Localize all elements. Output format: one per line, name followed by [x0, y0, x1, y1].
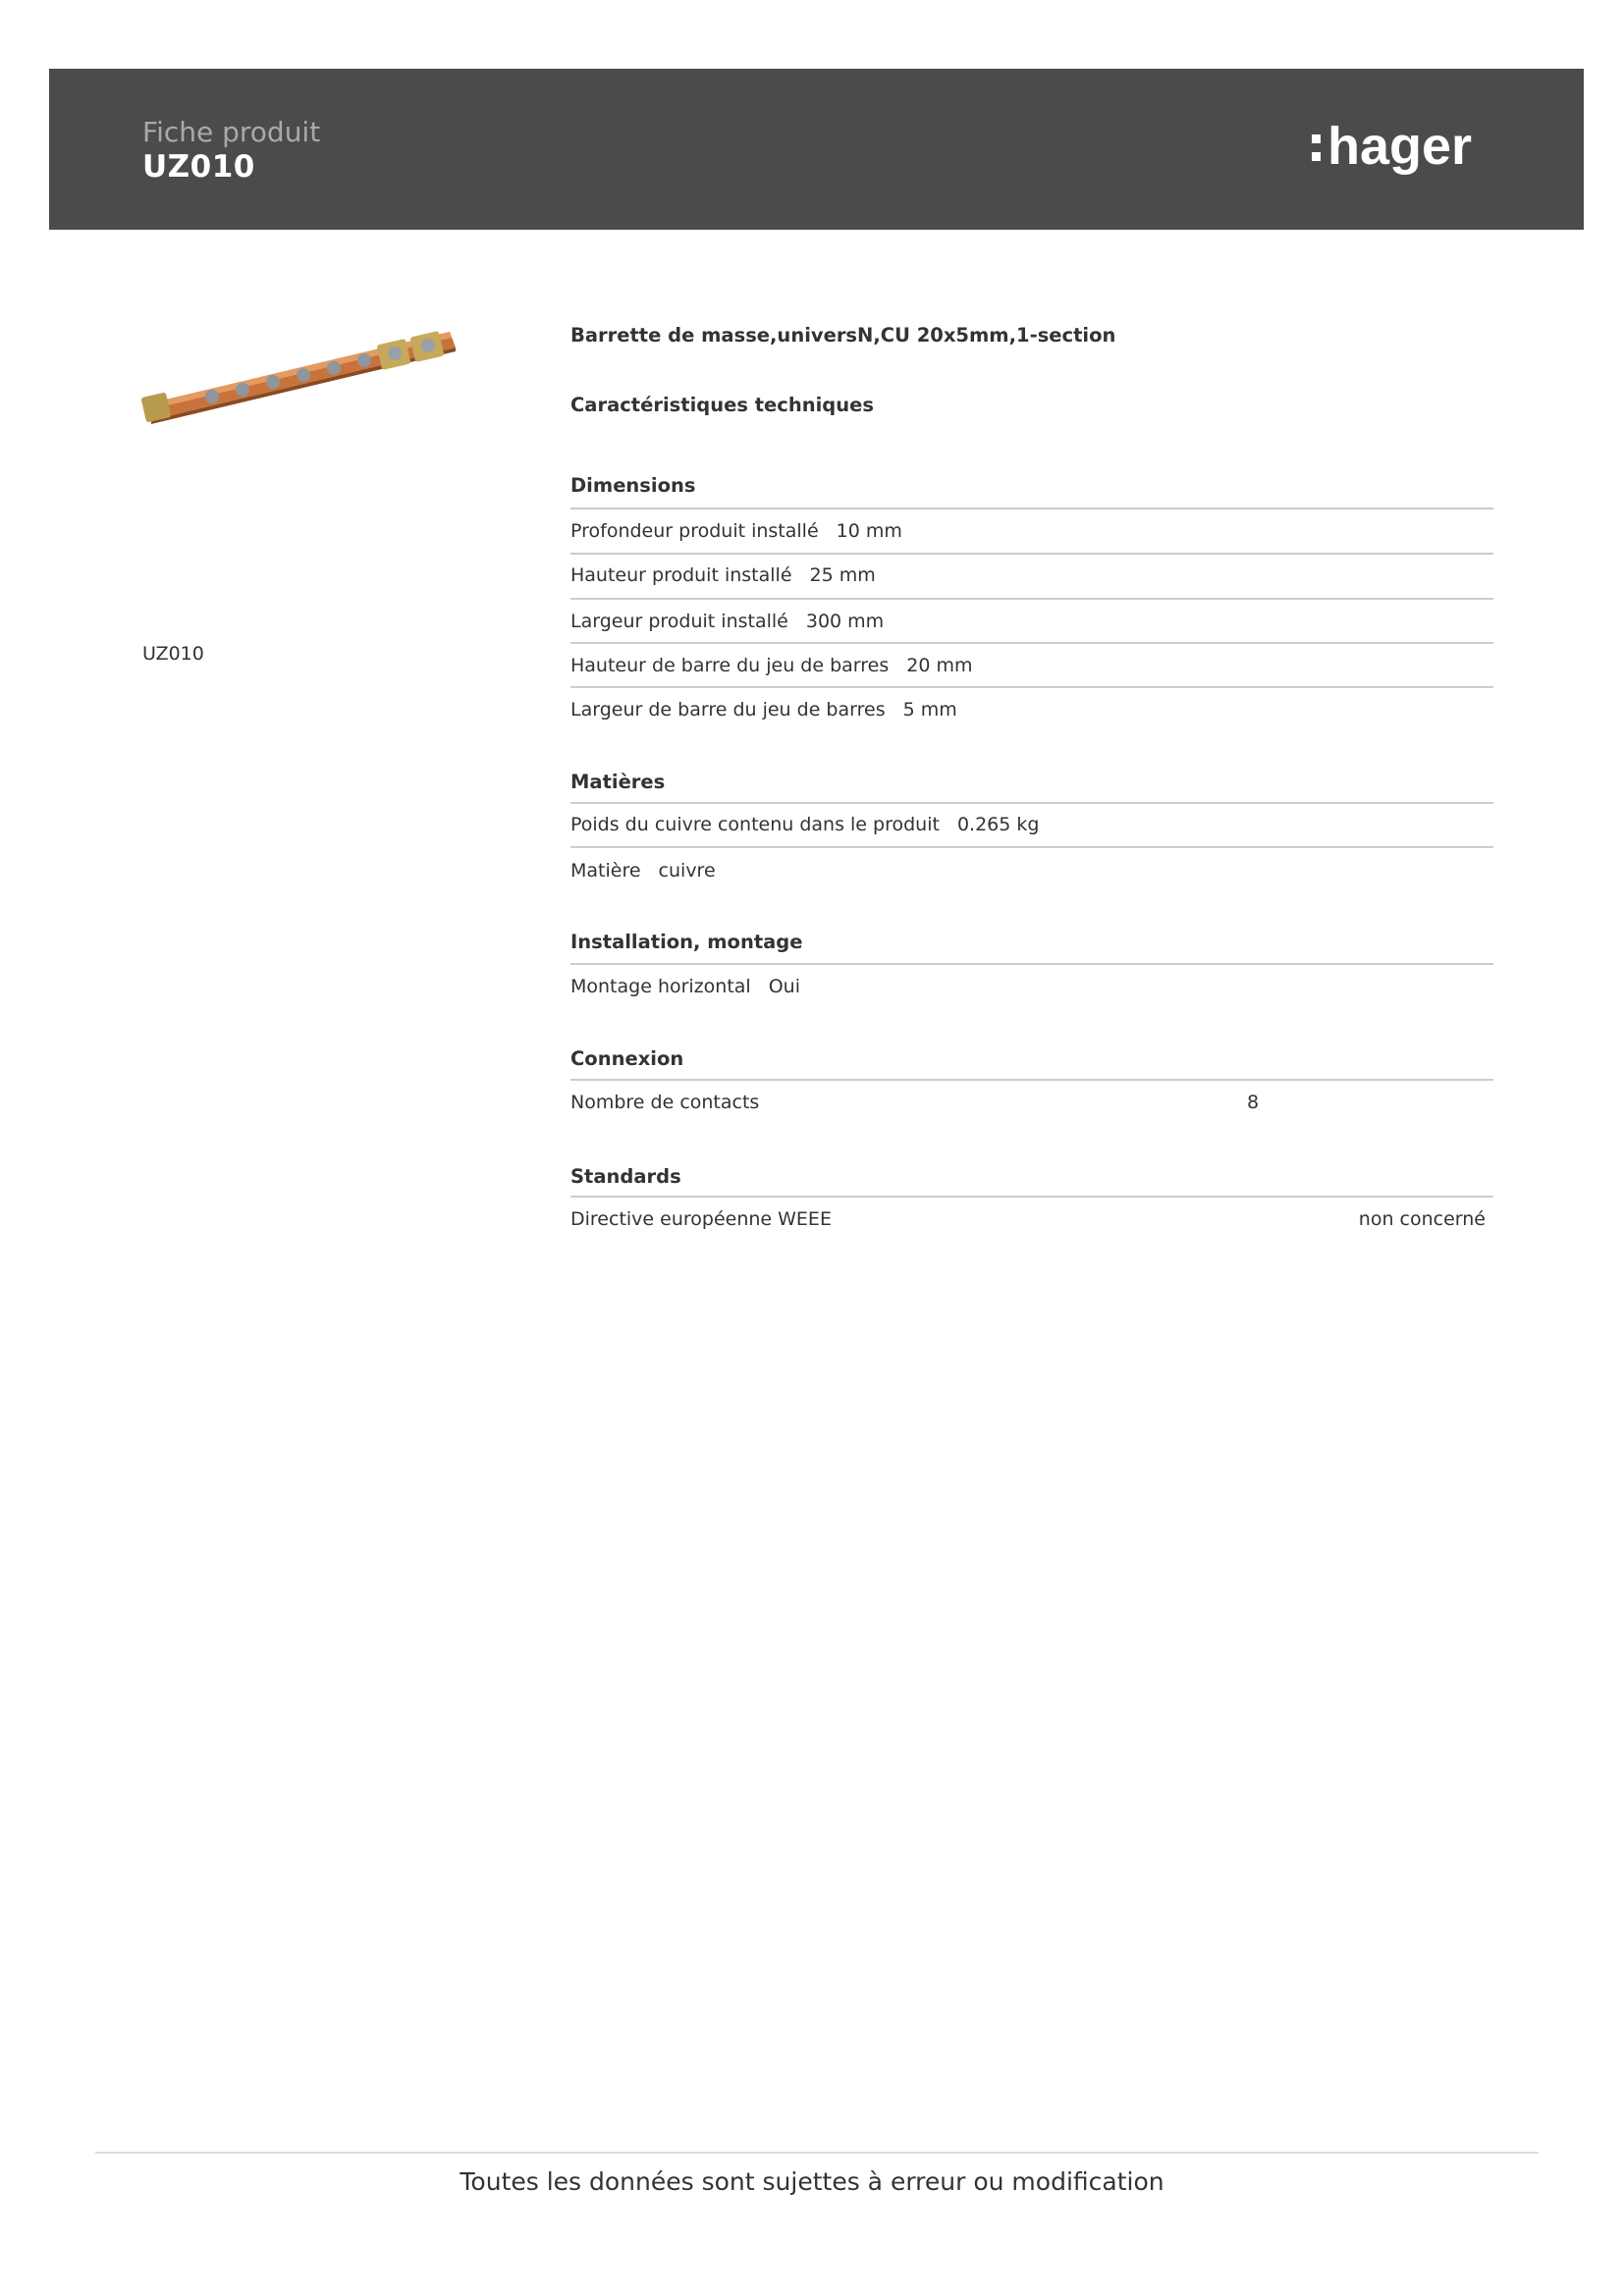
spec-label: Directive européenne WEEE — [570, 1208, 832, 1230]
spec-label: Montage horizontal — [570, 976, 751, 997]
spec-value: 25 mm — [809, 564, 876, 586]
divider — [570, 507, 1493, 509]
divider — [570, 963, 1493, 965]
section-title-connection: Connexion — [570, 1047, 684, 1070]
spec-value: 0.265 kg — [956, 814, 1040, 835]
spec-value: 300 mm — [805, 611, 885, 632]
spec-row — [570, 814, 1493, 839]
spec-value: 5 mm — [902, 699, 957, 721]
header-banner — [49, 69, 1584, 230]
section-title-materials: Matières — [570, 771, 666, 793]
spec-label: Largeur produit installé — [570, 611, 788, 632]
spec-row — [570, 520, 1493, 546]
section-title-dimensions: Dimensions — [570, 474, 696, 497]
divider — [570, 598, 1493, 600]
spec-label: Poids du cuivre contenu dans le produit — [570, 814, 940, 835]
spec-row — [570, 655, 1493, 680]
spec-value: 8 — [1247, 1092, 1260, 1113]
divider — [570, 686, 1493, 688]
divider — [570, 642, 1493, 644]
specs-heading: Caractéristiques techniques — [570, 394, 874, 416]
header-product-code: UZ010 — [142, 149, 255, 185]
divider — [570, 846, 1493, 848]
spec-label: Largeur de barre du jeu de barres — [570, 699, 886, 721]
spec-label: Hauteur produit installé — [570, 564, 792, 586]
spec-value: 10 mm — [836, 520, 902, 542]
section-title-standards: Standards — [570, 1165, 681, 1188]
spec-label: Matière — [570, 860, 641, 881]
spec-row — [570, 1092, 1493, 1117]
divider — [570, 802, 1493, 804]
hager-logo-text: hager — [1327, 117, 1473, 176]
header-kicker: Fiche produit — [142, 116, 321, 148]
spec-row — [570, 699, 1493, 724]
left-product-code: UZ010 — [142, 643, 204, 665]
spec-value: cuivre — [658, 860, 716, 881]
copper-busbar-image — [137, 314, 461, 432]
spec-value: non concerné — [1358, 1208, 1486, 1230]
divider — [570, 553, 1493, 555]
hager-logo — [1306, 113, 1542, 191]
spec-row — [570, 976, 1493, 1001]
spec-value: Oui — [768, 976, 800, 997]
spec-row — [570, 564, 1493, 590]
spec-label: Hauteur de barre du jeu de barres — [570, 655, 890, 676]
spec-row — [570, 611, 1493, 636]
spec-label: Nombre de contacts — [570, 1092, 760, 1113]
divider — [570, 1196, 1493, 1198]
spec-row — [570, 860, 1493, 885]
spec-row — [570, 1208, 1493, 1234]
footer-divider — [95, 2152, 1539, 2154]
spec-label: Profondeur produit installé — [570, 520, 819, 542]
product-title: Barrette de masse,universN,CU 20x5mm,1-section — [570, 324, 1116, 347]
section-title-installation: Installation, montage — [570, 931, 803, 953]
divider — [570, 1079, 1493, 1081]
spec-value: 20 mm — [906, 655, 973, 676]
footer-disclaimer: Toutes les données sont sujettes à erreur ou modification — [460, 2167, 1164, 2196]
